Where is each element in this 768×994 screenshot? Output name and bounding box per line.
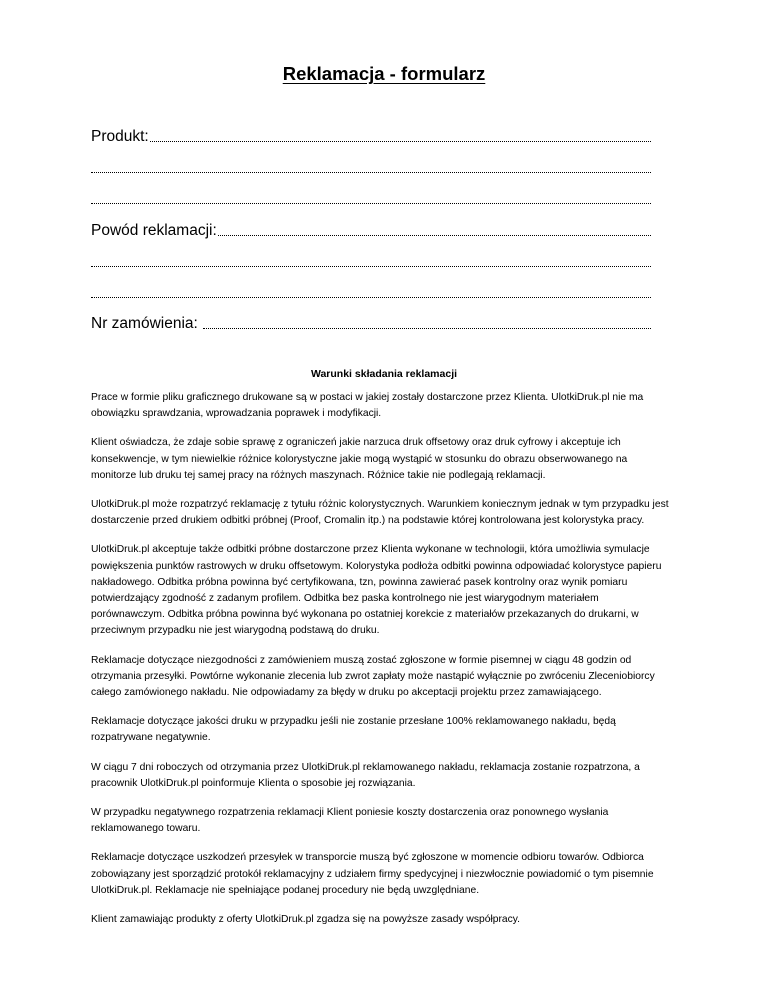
terms-paragraph: Reklamacje dotyczące niezgodności z zamówieniem muszą zostać zgłoszone w formie pisemnej w ciągu 48 godzin od otrzymania przesyłki. Powtórne wykonanie zlecenia lub zwrot zapłaty może nastąpić wyłącznie po zwróceniu Zleceniobiorcy całego zamówionego nakładu. Nie odpowiadamy za błędy w druku po akceptacji projektu przez zamawiającego. xyxy=(91,654,655,699)
product-dotted-line-3[interactable] xyxy=(91,203,651,204)
reason-dotted-line[interactable] xyxy=(218,235,651,236)
product-field-line-3[interactable] xyxy=(91,186,651,208)
product-label: Produkt: xyxy=(91,128,149,145)
terms-paragraph: Prace w formie pliku graficznego drukowane są w postaci w jakiej zostały dostarczone przez Klienta. UlotkiDruk.pl nie ma obowiązku sprawdzania, wprowadzania poprawek i modyfikacji. xyxy=(91,392,644,420)
reason-dotted-line-2[interactable] xyxy=(91,266,651,267)
terms-paragraph: Klient oświadcza, że zdaje sobie sprawę z ograniczeń jakie narzuca druk offsetowy oraz druk cyfrowy i akceptuje ich konsekwencje, w tym niewielkie różnice kolorystyczne jakie mogą wystąpić w stosunku do obrazu obserwowanego na monitorze lub druku tej samej pracy na różnych maszynach. Różnice takie nie podlegają reklamacji. xyxy=(91,437,628,481)
product-dotted-line-2[interactable] xyxy=(91,172,651,173)
terms-paragraph: Reklamacje dotyczące jakości druku w przypadku jeśli nie zostanie przesłane 100% reklamowanego nakładu, będą rozpatrywane negatywnie. xyxy=(91,716,616,744)
terms-paragraph: UlotkiDruk.pl akceptuje także odbitki próbne dostarczone przez Klienta wykonane w technologii, która umożliwia symulacje powiększenia punktów rastrowych w druku offsetowym. Kolorystyka podłoża odbitki powinna odpowiadać kolorystyce papieru nakładowego. Odbitka próbna powinna być certyfikowana, tzn, powinna zawierać pasek kontrolny oraz wynik pomiaru potwierdzający zgodność z zadanym profilem. Odbitka bez paska kontrolnego nie jest wiarygodnym materiałem porównawczym. Odbitka próbna powinna być wykonana po ostatniej korekcie z materiałów przekazanych do drukarni, w przeciwnym przypadku nie jest wiarygodną podstawą do druku. xyxy=(91,544,662,637)
reason-field[interactable] xyxy=(91,218,651,240)
order-number-field[interactable] xyxy=(91,311,651,333)
product-dotted-line[interactable] xyxy=(150,141,651,142)
terms-section xyxy=(91,390,671,941)
product-field-line-2[interactable] xyxy=(91,155,651,177)
reason-field-line-3[interactable] xyxy=(91,280,651,302)
terms-paragraph: Klient zamawiając produkty z oferty UlotkiDruk.pl zgadza się na powyższe zasady współpracy. xyxy=(91,914,521,926)
product-field[interactable] xyxy=(91,124,651,146)
reason-field-line-2[interactable] xyxy=(91,249,651,271)
terms-heading: Warunki składania reklamacji xyxy=(310,368,458,380)
reason-label: Powód reklamacji: xyxy=(91,222,217,239)
terms-paragraph: W ciągu 7 dni roboczych od otrzymania przez UlotkiDruk.pl reklamowanego nakładu, reklamacja zostanie rozpatrzona, a pracownik UlotkiDruk.pl poinformuje Klienta o sposobie jej rozwiązania. xyxy=(91,761,640,789)
page-title: Reklamacja - formularz xyxy=(282,63,486,84)
reason-dotted-line-3[interactable] xyxy=(91,297,651,298)
terms-paragraph: Reklamacje dotyczące uszkodzeń przesyłek w transporcie muszą być zgłoszone w momencie odbioru towarów. Odbiorca zobowiązany jest sporządzić protokół reklamacyjny z udziałem firmy spedycyjnej i niezwłocznie powiadomić o tym pisemnie UlotkiDruk.pl. Reklamacje nie spełniające podanej procedury nie będą uwzględniane. xyxy=(91,852,654,896)
terms-paragraph: UlotkiDruk.pl może rozpatrzyć reklamację z tytułu różnic kolorystycznych. Warunkiem koniecznym jednak w tym przypadku jest dostarczenie przed drukiem odbitki próbnej (Proof, Cromalin itp.) na podstawie której kontrolowana jest kolorystyka pracy. xyxy=(91,499,669,527)
order-number-label: Nr zamówienia: xyxy=(91,315,198,332)
terms-paragraph: W przypadku negatywnego rozpatrzenia reklamacji Klient poniesie koszty dostarczenia oraz ponownego wysłania reklamowanego towaru. xyxy=(91,807,609,835)
order-number-dotted-line[interactable] xyxy=(203,328,651,329)
